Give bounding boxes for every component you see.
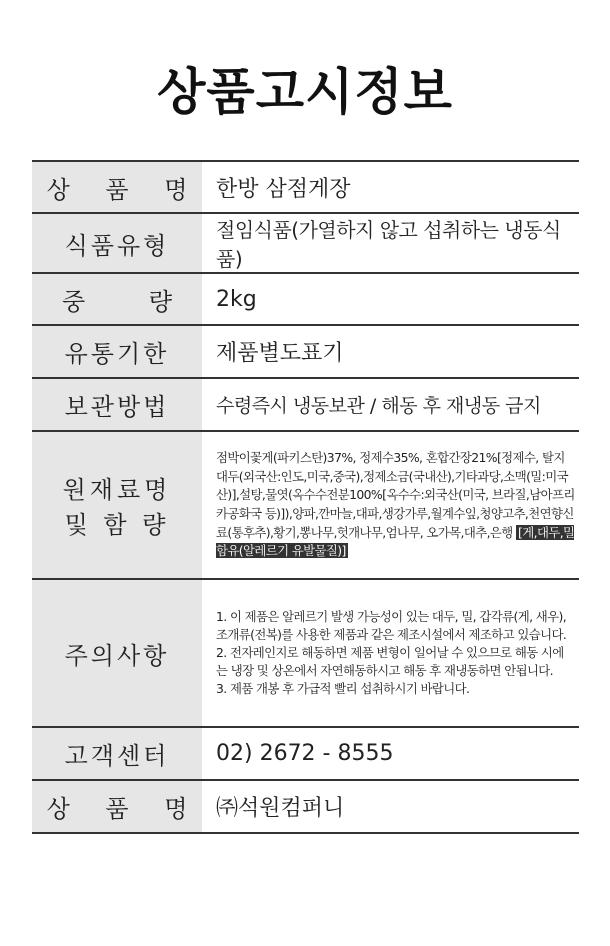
row-label-food-type: 식품유형 [32, 213, 202, 273]
table-row [32, 579, 579, 727]
table-row [32, 161, 579, 213]
row-label-ingredients: 원재료명 및 함 량 [32, 431, 202, 579]
row-value-weight: 2kg [216, 286, 257, 312]
table-row [32, 213, 579, 273]
row-value-storage: 수령즉시 냉동보관 / 해동 후 재냉동 금지 [216, 395, 541, 417]
table-row [32, 431, 579, 579]
row-value-customer-center: 02) 2672 - 8555 [216, 741, 394, 766]
row-label-expiry: 유통기한 [32, 325, 202, 378]
row-value-caution [202, 579, 579, 727]
table-row [32, 378, 579, 431]
table-row [32, 780, 579, 833]
row-label-weight: 중 량 [32, 273, 202, 325]
row-value-ingredients: 점박이꽃게(파키스탄)37%, 정제수35%, 혼합간장21%[정제수, 탈지대두(외국산:인도,미국,중국),정제소금(국내산),기타과당,소맥(밀:미국산)],설탕,물엿(옥수수전분100%[옥수수:외국산(미국, 브라질,남아프리카공화국 등)]),양파,깐마늘,대파,생강가루,월계수잎,청양고추,천연향신료(통후추),황기,뽕나무,헛개나무,엄나무, 오가목,대추,은행 [게,대두,밀 함유(알레르기 유발물질)] [216, 450, 575, 559]
row-value-expiry: 제품별도표기 [216, 341, 344, 366]
row-label-product-name: 상 품 명 [32, 161, 202, 213]
row-value-manufacturer: ㈜석원컴퍼니 [216, 796, 345, 821]
row-label-customer-center: 고객센터 [32, 727, 202, 780]
table-row [32, 325, 579, 378]
caution-note: 3. 제품 개봉 후 가급적 빨리 섭취하시기 바랍니다. [216, 681, 470, 696]
row-label-manufacturer: 상 품 명 [32, 780, 202, 833]
table-row [32, 727, 579, 780]
allergen-highlight: [게,대두,밀 함유(알레르기 유발물질)] [216, 524, 575, 559]
caution-note: 1. 이 제품은 알레르기 발생 가능성이 있는 대두, 밀, 갑각류(게, 새우),조개류(전복)를 사용한 제품과 같은 제조시설에서 제조하고 있습니다. [216, 609, 567, 642]
product-info-table [32, 160, 579, 834]
page-title: 상품고시정보 [157, 63, 453, 121]
caution-note: 2. 전자레인지로 해동하면 제품 변형이 일어날 수 있으므로 해동 시에는 냉장 및 상온에서 자연해동하시고 해동 후 재냉동하면 안됩니다. [216, 645, 564, 678]
table-row [32, 273, 579, 325]
row-label-storage: 보관방법 [32, 378, 202, 431]
row-value-product-name: 한방 삼점게장 [216, 176, 351, 202]
row-label-caution: 주의사항 [32, 579, 202, 727]
row-value-food-type: 절임식품(가열하지 않고 섭취하는 냉동식품) [216, 218, 561, 271]
